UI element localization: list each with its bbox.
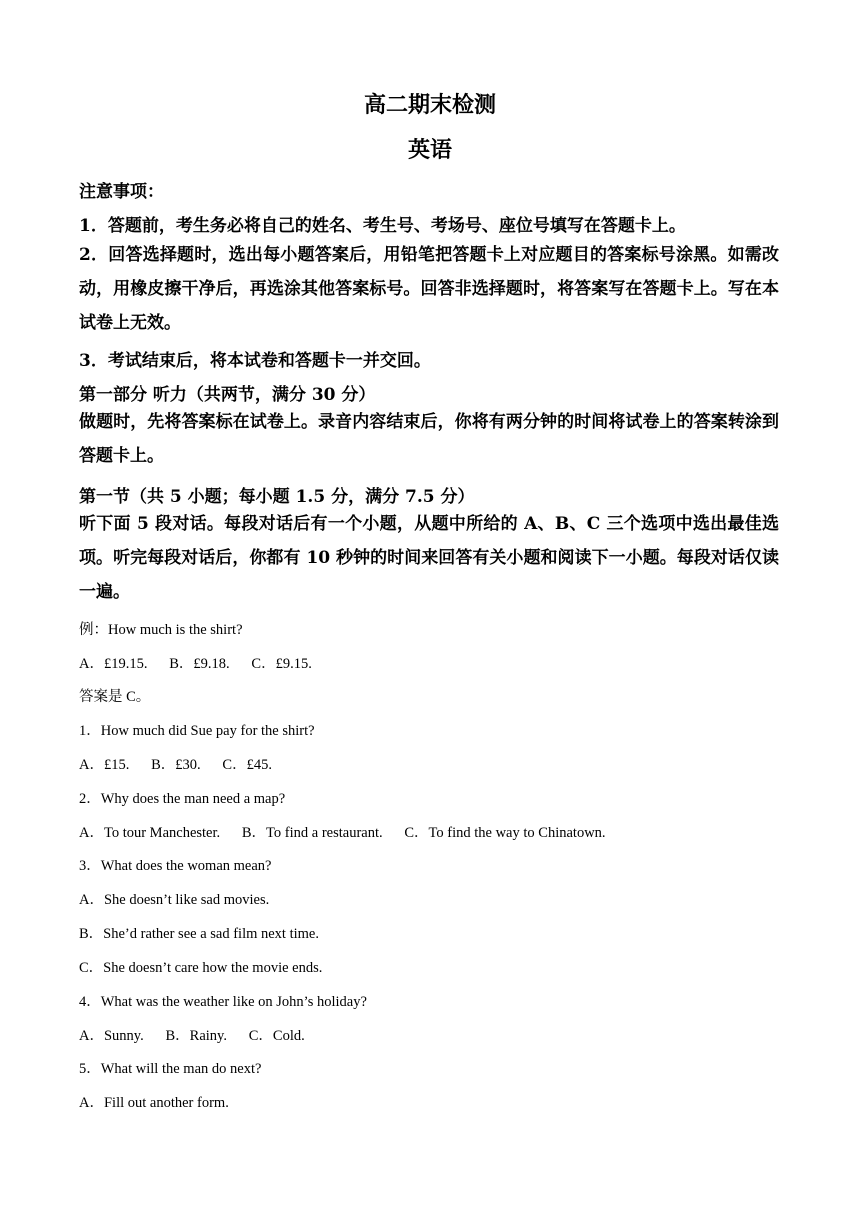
option-b: B．£9.18. — [169, 656, 230, 672]
option-a: A．£19.15. — [79, 656, 148, 672]
option-a: A．Sunny. — [79, 1028, 144, 1044]
question-4: 4．What was the weather like on John’s holiday? — [79, 994, 367, 1010]
option-c: C．£45. — [222, 757, 272, 773]
question-3-option-b: B．She’d rather see a sad film next time. — [79, 926, 319, 942]
notice-item-1: 1．答题前，考生务必将自己的姓名、考生号、考场号、座位号填写在答题卡上。 — [79, 216, 686, 236]
question-5-option-a: A．Fill out another form. — [79, 1095, 229, 1111]
notice-item-2: 2．回答选择题时，选出每小题答案后，用铅笔把答题卡上对应题目的答案标号涂黑。如需改动，用橡皮擦干净后，再选涂其他答案标号。回答非选择题时，将答案写在答题卡上。写在本试卷上无效。 — [79, 245, 779, 333]
question-1: 1．How much did Sue pay for the shirt? — [79, 723, 315, 739]
question-1-options — [79, 753, 272, 774]
question-3: 3．What does the woman mean? — [79, 858, 272, 874]
part1-instruction: 做题时，先将答案标在试卷上。录音内容结束后，你将有两分钟的时间将试卷上的答案转涂到答题卡上。 — [79, 412, 779, 466]
part1-heading: 第一部分 听力（共两节，满分 30 分） — [79, 385, 376, 405]
option-b: B．Rainy. — [165, 1028, 227, 1044]
notice-heading: 注意事项： — [79, 182, 164, 202]
question-5: 5．What will the man do next? — [79, 1061, 262, 1077]
option-a: A．To tour Manchester. — [79, 825, 221, 841]
subject-title: 英语 — [407, 137, 452, 163]
question-4-options — [79, 1024, 305, 1045]
notice-item-3: 3．考试结束后，将本试卷和答题卡一并交回。 — [79, 351, 431, 371]
example-answer: 答案是 C。 — [79, 689, 151, 705]
option-c: C．£9.15. — [251, 656, 312, 672]
question-3-option-a: A．She doesn’t like sad movies. — [79, 892, 270, 908]
option-b: B．£30. — [151, 757, 201, 773]
section1-instruction: 听下面 5 段对话。每段对话后有一个小题，从题中所给的 A、B、C 三个选项中选出最佳选项。听完每段对话后，你都有 10 秒钟的时间来回答有关小题和阅读下一小题。每段对话仅读一遍。 — [79, 514, 779, 602]
option-b: B．To find a restaurant. — [241, 825, 383, 841]
exam-title: 高二期末检测 — [363, 92, 496, 118]
option-a: A．£15. — [79, 757, 130, 773]
option-c: C．To find the way to Chinatown. — [404, 825, 606, 841]
section1-heading: 第一节（共 5 小题；每小题 1.5 分，满分 7.5 分） — [79, 487, 475, 507]
example-question: 例：How much is the shirt? — [79, 622, 243, 638]
question-3-option-c: C．She doesn’t care how the movie ends. — [79, 960, 323, 976]
example-options — [79, 652, 312, 673]
question-2-options — [79, 821, 606, 842]
question-2: 2．Why does the man need a map? — [79, 791, 286, 807]
option-c: C．Cold. — [248, 1028, 305, 1044]
